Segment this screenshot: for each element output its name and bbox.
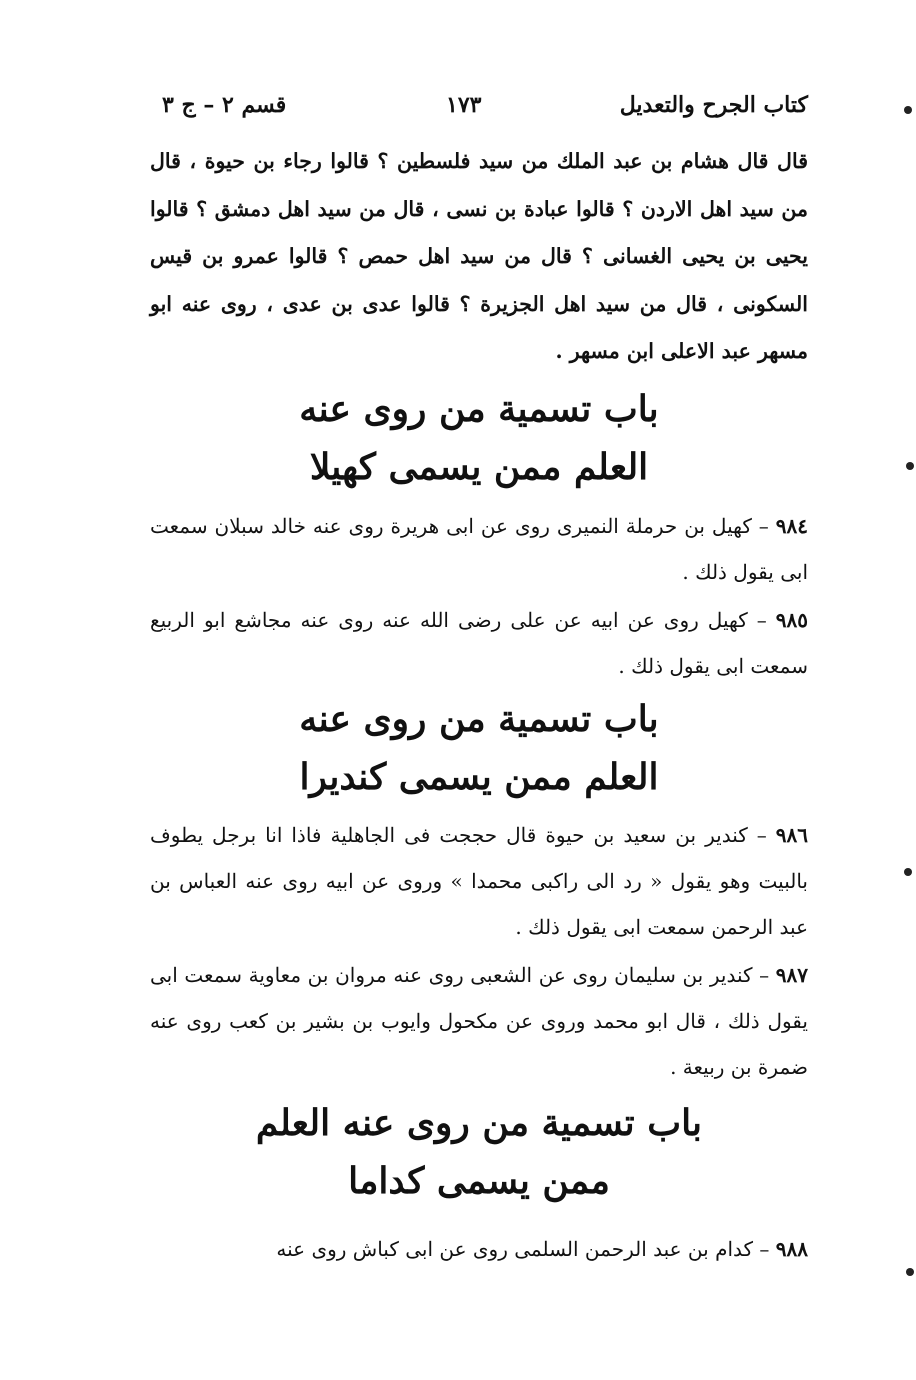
heading-line: باب تسمية من روى عنه bbox=[299, 698, 659, 740]
entry-985 bbox=[150, 597, 808, 689]
entry-984 bbox=[150, 503, 808, 595]
entry-number: ٩٨٥ bbox=[775, 608, 809, 632]
entry-dash: – bbox=[747, 823, 767, 847]
margin-dot-2 bbox=[906, 462, 914, 470]
heading-line: العلم ممن يسمى كنديرا bbox=[299, 756, 659, 798]
entry-text: كدام بن عبد الرحمن السلمى روى عن ابى كباش روى عنه bbox=[276, 1237, 754, 1261]
margin-dot-3 bbox=[904, 868, 912, 876]
running-header bbox=[150, 92, 808, 132]
heading-line: باب تسمية من روى عنه العلم bbox=[255, 1102, 703, 1144]
entry-number: ٩٨٨ bbox=[775, 1237, 808, 1261]
entry-number: ٩٨٧ bbox=[775, 963, 809, 987]
entry-text: كهيل روى عن ابيه عن على رضى الله عنه روى عنه مجاشع ابو الربيع سمعت ابى يقول ذلك . bbox=[150, 608, 808, 678]
book-page bbox=[150, 0, 808, 1380]
entry-number: ٩٨٤ bbox=[775, 514, 808, 538]
page-number: ١٧٣ bbox=[446, 92, 482, 118]
margin-dot-1 bbox=[904, 106, 912, 114]
heading-line: ممن يسمى كداما bbox=[348, 1160, 610, 1202]
book-title: كتاب الجرح والتعديل bbox=[619, 92, 808, 118]
volume-label: قسم ٢ – ج ٣ bbox=[162, 92, 287, 118]
heading-line: باب تسمية من روى عنه bbox=[299, 388, 659, 430]
entry-dash: – bbox=[751, 514, 769, 538]
section-heading-kudam bbox=[150, 1094, 808, 1210]
margin-dot-4 bbox=[906, 1268, 914, 1276]
entry-dash: – bbox=[747, 608, 767, 632]
section-heading-kundir bbox=[150, 690, 808, 806]
entry-987 bbox=[150, 952, 808, 1090]
intro-paragraph: قال قال هشام بن عبد الملك من سيد فلسطين ؟ قالوا رجاء بن حيوة ، قال من سيد اهل الاردن ؟ قالوا عبادة بن نسى ، قال من سيد اهل دمشق ؟ قالوا يحيى بن يحيى الغسانى ؟ قال من سيد اهل حمص ؟ قالوا عمرو بن قيس السكونى ، قال من سيد اهل الجزيرة ؟ قالوا عدى بن عدى ، روى عنه ابو مسهر عبد الاعلى ابن مسهر . bbox=[150, 149, 808, 363]
entry-dash: – bbox=[752, 963, 770, 987]
section-heading-kuhayl bbox=[150, 380, 808, 496]
entry-text: كهيل بن حرملة النميرى روى عن ابى هريرة روى عنه خالد سبلان سمعت ابى يقول ذلك . bbox=[150, 514, 808, 584]
entry-986 bbox=[150, 812, 808, 950]
entry-text: كندير بن سعيد بن حيوة قال حججت فى الجاهلية فاذا انا برجل يطوف بالبيت وهو يقول « رد الى راكبى محمدا » وروى عن ابيه روى عنه العباس بن عبد الرحمن سمعت ابى يقول ذلك . bbox=[150, 823, 808, 939]
entry-988 bbox=[150, 1226, 808, 1272]
heading-line: العلم ممن يسمى كهيلا bbox=[309, 446, 649, 488]
entry-text: كندير بن سليمان روى عن الشعبى روى عنه مروان بن معاوية سمعت ابى يقول ذلك ، قال ابو محمد وروى عن مكحول وايوب بن بشير بن كعب روى عنه ضمرة بن ربيعة . bbox=[150, 963, 808, 1079]
entry-dash: – bbox=[753, 1237, 770, 1261]
entry-number: ٩٨٦ bbox=[775, 823, 809, 847]
